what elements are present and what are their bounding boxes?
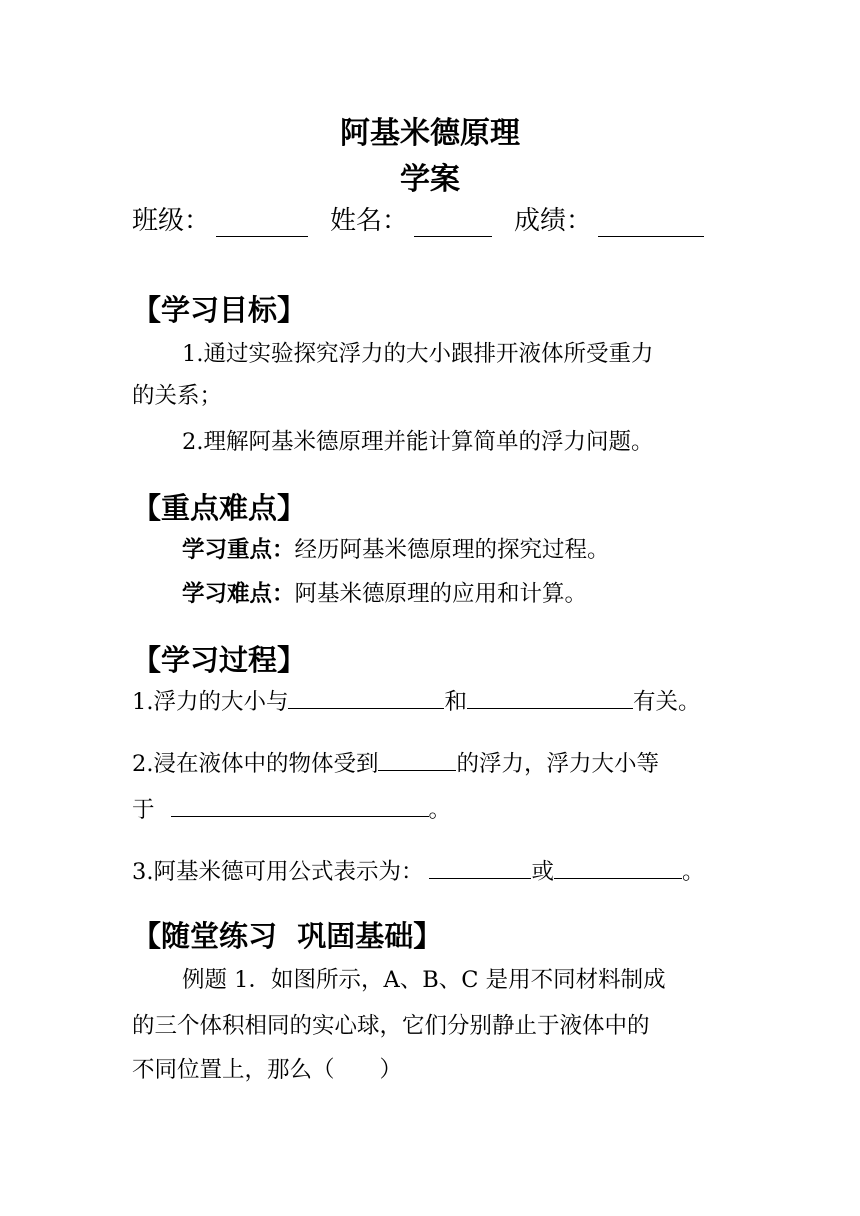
page-title: 阿基米德原理 — [340, 116, 520, 151]
difficulty-text: 阿基米德原理的应用和计算。 — [294, 581, 588, 607]
key-points-heading: 【重点难点】 — [132, 491, 307, 525]
question-2-text-b: 的浮力，浮力大小等 — [456, 751, 659, 777]
question-1 — [132, 686, 701, 719]
goals-heading: 【学习目标】 — [132, 293, 307, 327]
difficulty-label: 学习难点： — [182, 581, 295, 607]
question-1-text-a: 1.浮力的大小与 — [132, 689, 289, 715]
question-2-text-d: 。 — [428, 797, 452, 823]
question-1-text-b: 和 — [444, 689, 467, 715]
question-2-line-2 — [132, 794, 451, 827]
name-label: 姓名： — [330, 206, 409, 236]
difficulty-line — [182, 578, 587, 611]
key-point-text: 经历阿基米德原理的探究过程。 — [294, 537, 610, 563]
class-label: 班级： — [132, 206, 211, 236]
question-1-text-c: 有关。 — [632, 689, 701, 715]
question-2-blank-1[interactable] — [378, 748, 456, 771]
key-point-label: 学习重点： — [182, 537, 295, 563]
key-point-line — [182, 534, 610, 567]
question-1-blank-2[interactable] — [467, 686, 633, 709]
question-2-text-c: 于 — [132, 797, 155, 823]
question-3-text-c: 。 — [681, 859, 705, 885]
question-2-line-1 — [132, 748, 659, 781]
practice-heading: 【随堂练习 巩固基础】 — [132, 919, 443, 953]
score-label: 成绩： — [514, 206, 593, 236]
example-1-line-1: 例题 1．如图所示，A、B、C 是用不同材料制成 — [182, 967, 666, 993]
score-blank[interactable] — [598, 206, 704, 237]
question-3-text-a: 3.阿基米德可用公式表示为： — [132, 859, 424, 885]
question-2-text-a: 2.浸在液体中的物体受到 — [132, 751, 379, 777]
question-2-blank-2[interactable] — [171, 794, 429, 817]
example-1-line-3: 不同位置上，那么（ ） — [132, 1057, 403, 1083]
class-blank[interactable] — [216, 206, 308, 237]
page-subtitle: 学案 — [400, 162, 460, 197]
student-info-row — [132, 200, 704, 237]
question-3-blank-1[interactable] — [429, 856, 531, 879]
question-1-blank-1[interactable] — [288, 686, 444, 709]
question-3-blank-2[interactable] — [554, 856, 682, 879]
process-heading: 【学习过程】 — [132, 643, 307, 677]
goal-2: 2.理解阿基米德原理并能计算简单的浮力问题。 — [182, 429, 654, 455]
example-1-line-2: 的三个体积相同的实心球，它们分别静止于液体中的 — [132, 1013, 650, 1039]
goal-1-line-1: 1.通过实验探究浮力的大小跟排开液体所受重力 — [182, 341, 654, 367]
question-3-text-b: 或 — [531, 859, 554, 885]
goal-1-line-2: 的关系； — [132, 383, 223, 409]
question-3 — [132, 856, 705, 889]
name-blank[interactable] — [414, 206, 492, 237]
